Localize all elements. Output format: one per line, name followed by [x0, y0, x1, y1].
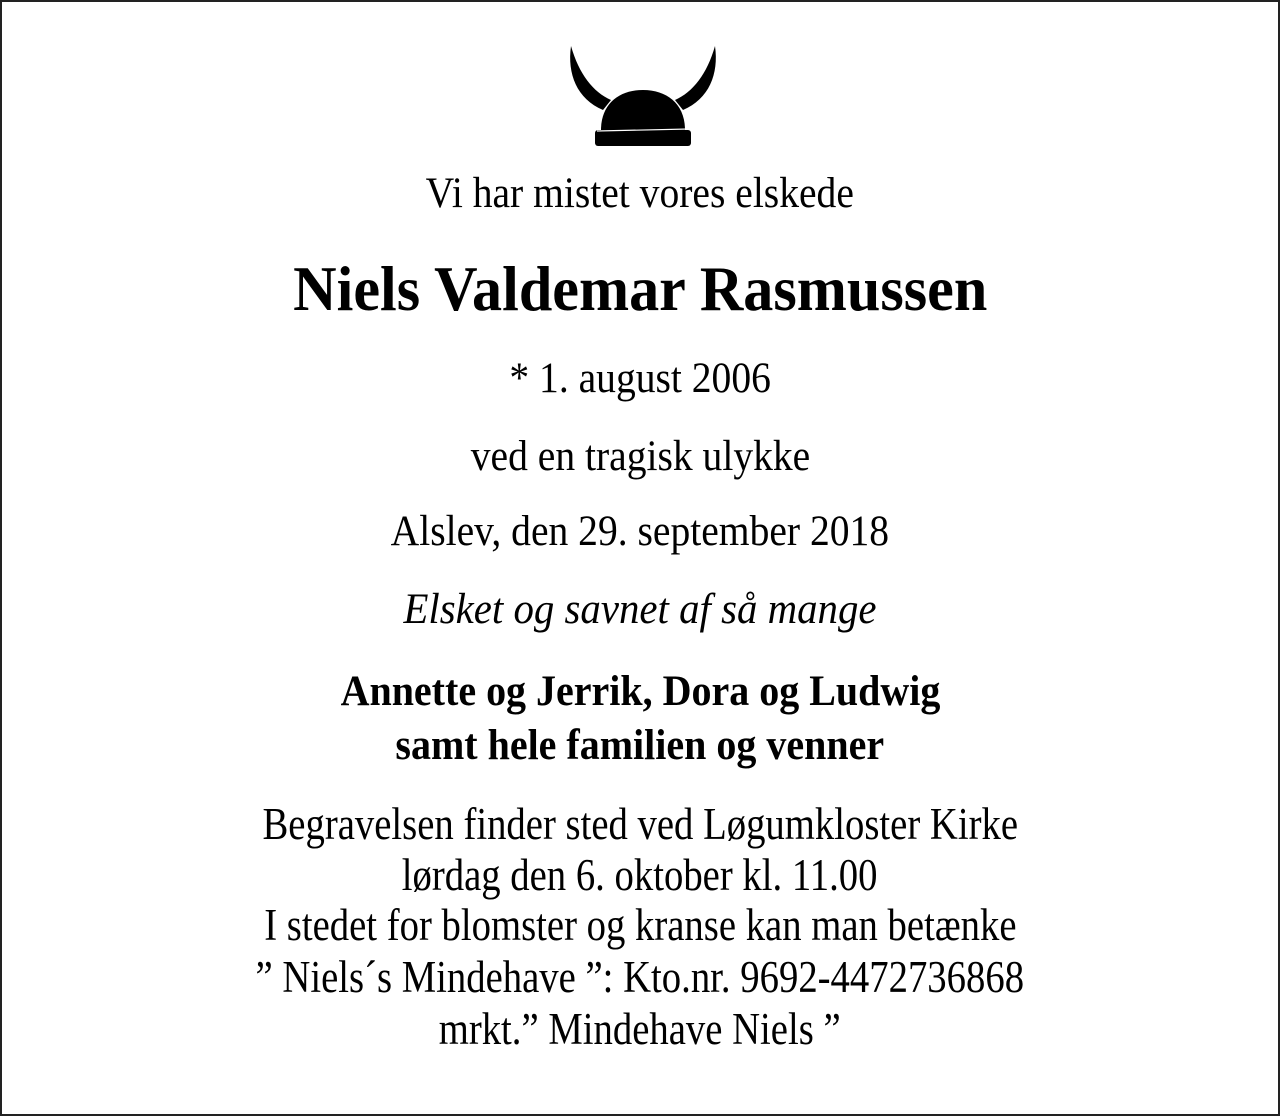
- deceased-name: Niels Valdemar Rasmussen: [292, 253, 988, 324]
- place-and-date: Alslev, den 29. september 2018: [390, 508, 890, 555]
- viking-helmet-icon: [567, 44, 719, 148]
- funeral-line-5: mrkt.” Mindehave Niels ”: [439, 1004, 841, 1054]
- family-line-1: Annette og Jerrik, Dora og Ludwig: [340, 668, 940, 715]
- tribute-text: Elsket og savnet af så mange: [403, 586, 877, 633]
- funeral-line-2: lørdag den 6. oktober kl. 11.00: [402, 850, 878, 900]
- funeral-line-3: I stedet for blomster og kranse kan man betænke: [263, 900, 1017, 950]
- family-line-2: samt hele familien og venner: [395, 722, 885, 769]
- intro-text: Vi har mistet vores elskede: [425, 170, 855, 217]
- funeral-line-1: Begravelsen finder sted ved Løgumkloster Kirke: [262, 799, 1018, 849]
- birth-date: * 1. august 2006: [509, 355, 771, 402]
- cause-of-death: ved en tragisk ulykke: [470, 433, 810, 480]
- funeral-line-4: ” Niels´s Mindehave ”: Kto.nr. 9692-4472736868: [255, 952, 1025, 1002]
